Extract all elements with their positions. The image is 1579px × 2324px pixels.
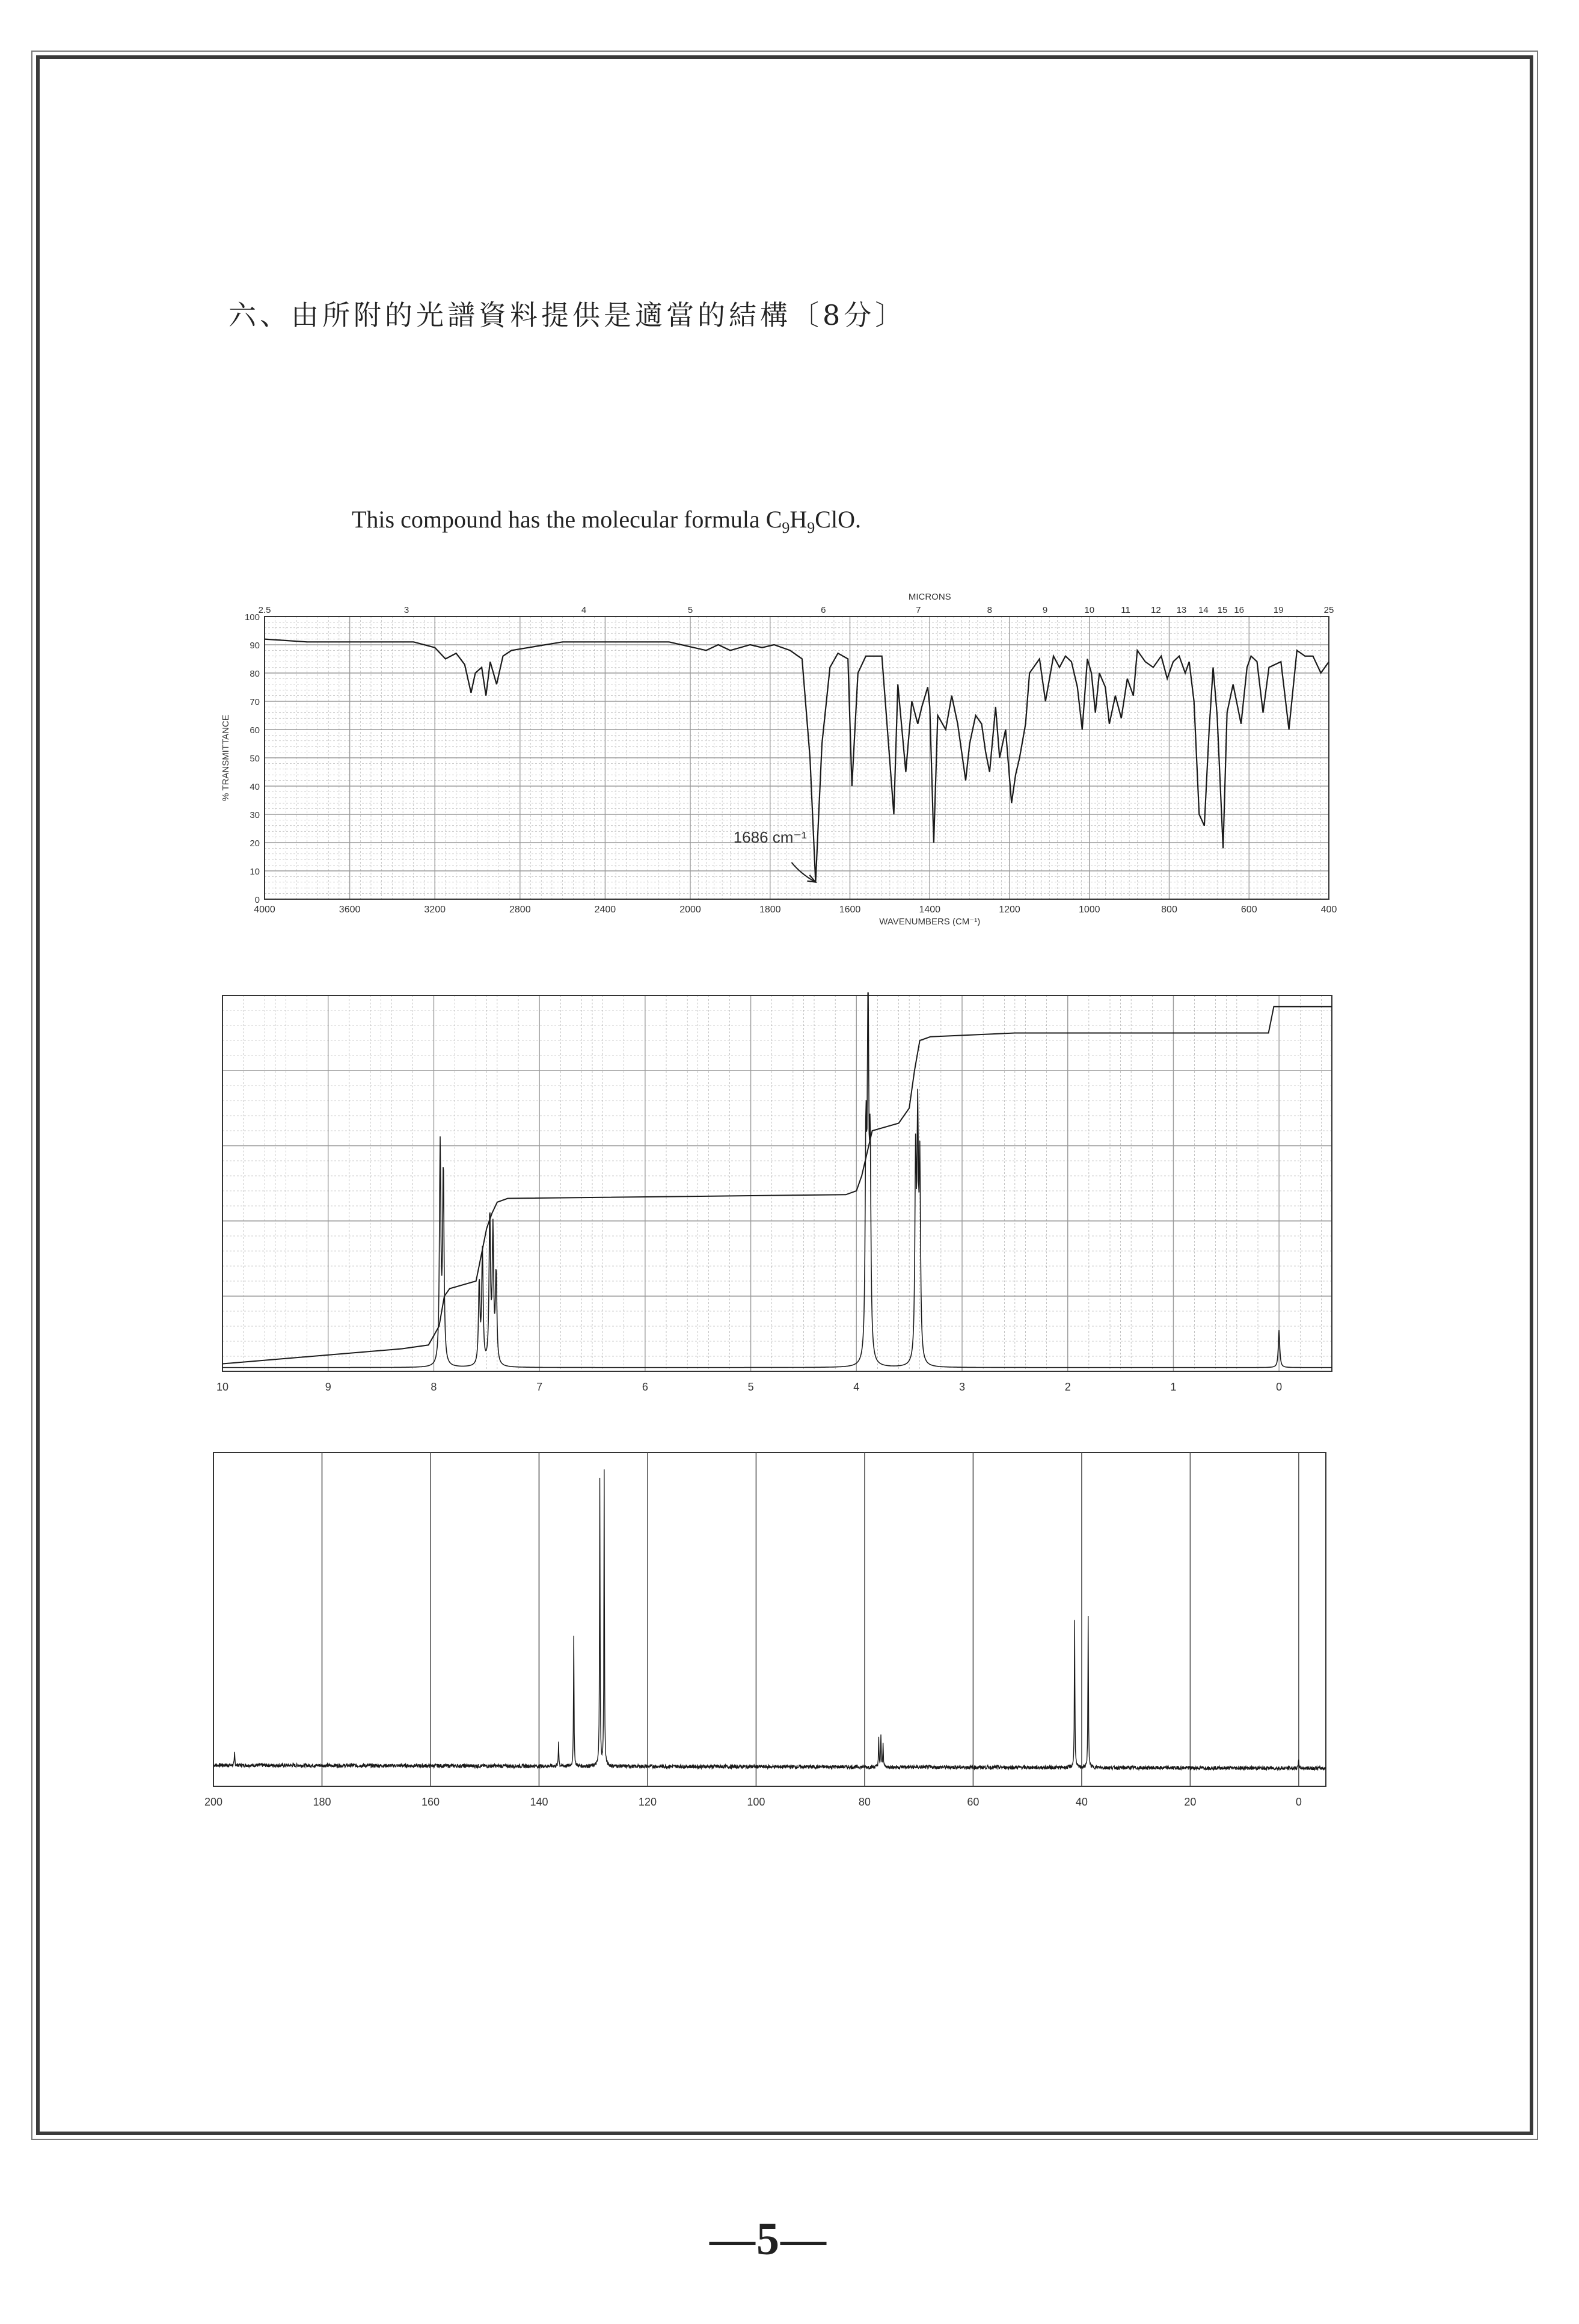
ir-x-tick-label: 1600	[839, 905, 861, 915]
ir-x-tick-label: 3200	[424, 905, 446, 915]
ir-y-tick-label: 100	[244, 612, 260, 622]
ir-annotation-label: 1686 cm⁻¹	[733, 828, 807, 846]
hnmr-plot-frame	[222, 995, 1332, 1371]
formula-prefix: This compound has the molecular formula C	[352, 506, 782, 533]
ir-micron-tick-label: 13	[1176, 605, 1187, 615]
ir-top-axis-title: MICRONS	[908, 592, 951, 602]
ir-micron-tick-label: 19	[1273, 605, 1284, 615]
ir-micron-tick-label: 12	[1151, 605, 1161, 615]
c-nmr-spectrum	[198, 1449, 1341, 1834]
cnmr-x-tick-label: 100	[747, 1796, 765, 1808]
cnmr-x-tick-label: 80	[858, 1796, 871, 1808]
ir-micron-tick-label: 5	[687, 605, 693, 615]
ir-x-tick-label: 4000	[254, 905, 275, 915]
ir-micron-tick-label: 8	[987, 605, 992, 615]
cnmr-x-tick-label: 200	[204, 1796, 223, 1808]
ir-micron-tick-label: 7	[916, 605, 921, 615]
hnmr-x-tick-label: 1	[1170, 1381, 1177, 1393]
ir-x-tick-label: 800	[1161, 905, 1177, 915]
ir-annotation-arrowhead	[807, 875, 815, 882]
ir-y-tick-label: 50	[250, 754, 260, 764]
ir-x-tick-label: 1200	[999, 905, 1020, 915]
ir-y-tick-label: 40	[250, 782, 260, 792]
hnmr-x-tick-label: 6	[642, 1381, 648, 1393]
cnmr-x-tick-label: 60	[967, 1796, 980, 1808]
ir-y-tick-label: 10	[250, 867, 260, 877]
cnmr-x-tick-label: 180	[313, 1796, 331, 1808]
cnmr-spectrum-line	[213, 1469, 1326, 1770]
formula-suffix: ClO.	[815, 506, 861, 533]
cnmr-x-tick-label: 40	[1075, 1796, 1088, 1808]
hnmr-x-tick-label: 5	[747, 1381, 754, 1393]
ir-y-axis-title: % TRANSMITTANCE	[221, 715, 231, 801]
molecular-formula	[352, 505, 861, 537]
cnmr-x-tick-label: 140	[530, 1796, 548, 1808]
ir-micron-tick-label: 25	[1323, 605, 1334, 615]
ir-micron-tick-label: 4	[581, 605, 587, 615]
ir-y-tick-label: 70	[250, 697, 260, 707]
cnmr-x-tick-label: 20	[1184, 1796, 1197, 1808]
ir-y-tick-label: 60	[250, 725, 260, 736]
ir-x-axis-title: WAVENUMBERS (CM⁻¹)	[879, 917, 981, 927]
formula-hydrogen-count: 9	[807, 519, 815, 536]
ir-micron-tick-label: 11	[1121, 605, 1130, 615]
ir-micron-tick-label: 14	[1198, 605, 1209, 615]
ir-x-tick-label: 1800	[759, 905, 781, 915]
formula-hydrogen: H	[790, 506, 808, 533]
cnmr-plot-frame	[213, 1452, 1326, 1786]
ir-micron-tick-label: 6	[821, 605, 826, 615]
ir-micron-tick-label: 16	[1234, 605, 1244, 615]
cnmr-x-tick-label: 120	[638, 1796, 657, 1808]
ir-x-tick-label: 400	[1320, 905, 1337, 915]
ir-y-tick-label: 90	[250, 641, 260, 651]
ir-x-tick-label: 1000	[1078, 905, 1100, 915]
ir-x-tick-label: 3600	[339, 905, 361, 915]
ir-y-tick-label: 20	[250, 838, 260, 849]
ir-x-tick-label: 600	[1240, 905, 1257, 915]
cnmr-x-tick-label: 0	[1295, 1796, 1302, 1808]
ir-micron-tick-label: 9	[1042, 605, 1048, 615]
formula-carbon-count: 9	[782, 519, 790, 536]
ir-x-tick-label: 2000	[679, 905, 701, 915]
hnmr-x-tick-label: 0	[1276, 1381, 1283, 1393]
ir-x-tick-label: 1400	[919, 905, 941, 915]
hnmr-x-tick-label: 4	[853, 1381, 860, 1393]
cnmr-x-tick-label: 160	[421, 1796, 440, 1808]
hnmr-x-tick-label: 8	[431, 1381, 437, 1393]
ir-x-tick-label: 2400	[594, 905, 616, 915]
hnmr-x-tick-label: 3	[958, 1381, 966, 1393]
hnmr-integral-curve	[222, 1007, 1332, 1364]
ir-y-tick-label: 30	[250, 810, 260, 820]
hnmr-x-tick-label: 10	[216, 1381, 229, 1393]
hnmr-x-tick-label: 7	[536, 1381, 543, 1393]
ir-micron-tick-label: 2.5	[258, 605, 271, 615]
ir-y-tick-label: 80	[250, 669, 260, 679]
ir-y-tick-label: 0	[254, 895, 260, 905]
hnmr-x-tick-label: 9	[325, 1381, 331, 1393]
h-nmr-spectrum	[204, 992, 1347, 1413]
question-heading: 六、由所附的光譜資料提供是適當的結構〔8分〕	[228, 299, 907, 331]
ir-micron-tick-label: 3	[403, 605, 409, 615]
ir-micron-tick-label: 10	[1084, 605, 1095, 615]
ir-micron-tick-label: 15	[1217, 605, 1228, 615]
page-number: —5—	[710, 2214, 827, 2264]
ir-x-tick-label: 2800	[509, 905, 531, 915]
hnmr-x-tick-label: 2	[1064, 1381, 1071, 1393]
ir-spectrum	[210, 586, 1365, 956]
